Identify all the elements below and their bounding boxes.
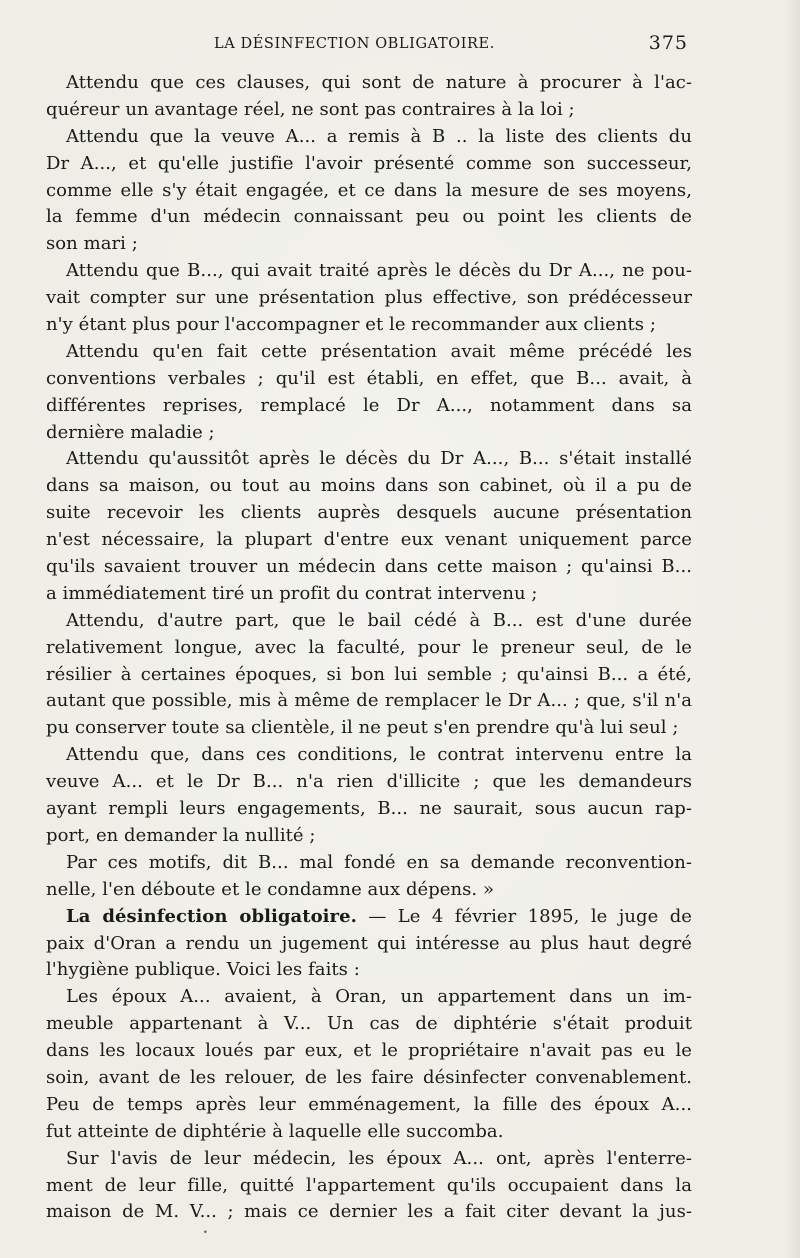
text-line: Attendu, d'autre part, que le bail cédé à B... est d'une durée [66, 609, 692, 631]
text-line: meuble appartenant à V... Un cas de diphtérie s'était produit [46, 1013, 692, 1035]
text-line: conventions verbales ; qu'il est établi, en effet, que B... avait, à [46, 367, 692, 389]
text-line: dans sa maison, ou tout au moins dans son cabinet, où il a pu de [46, 475, 692, 497]
text-line: n'est nécessaire, la plupart d'entre eux venant uniquement parce [46, 529, 692, 551]
text-line: Attendu que, dans ces conditions, le contrat intervenu entre la [66, 744, 692, 766]
text-line: nelle, l'en déboute et le condamne aux dépens. » [46, 878, 495, 900]
text-line: Dr A..., et qu'elle justifie l'avoir présenté comme son successeur, [46, 152, 692, 174]
page-number: 375 [648, 32, 688, 54]
text-line: la femme d'un médecin connaissant peu ou point les clients de [46, 206, 692, 228]
text-line: résilier à certaines époques, si bon lui semble ; qu'ainsi B... a été, [46, 663, 692, 685]
text-line: Les époux A... avaient, à Oran, un appartement dans un im- [66, 986, 692, 1008]
text-line: soin, avant de les relouer, de les faire désinfecter convenablement. [46, 1066, 692, 1088]
running-title: LA DÉSINFECTION OBLIGATOIRE. [214, 36, 495, 52]
text-line: Attendu que la veuve A... a remis à B .. la liste des clients du [66, 125, 692, 147]
text-line: l'hygiène publique. Voici les faits : [46, 959, 360, 981]
text-line: Attendu qu'en fait cette présentation avait même précédé les [66, 340, 692, 362]
text-line [46, 904, 692, 931]
text-line: Par ces motifs, dit B... mal fondé en sa demande reconvention- [66, 851, 692, 873]
body-text [46, 70, 692, 1226]
text-line: veuve A... et le Dr B... n'a rien d'illicite ; que les demandeurs [46, 771, 692, 793]
text-line: ayant rempli leurs engagements, B... ne saurait, sous aucun rap- [46, 798, 692, 820]
section-heading: La désinfection obligatoire. [66, 905, 357, 927]
text-line: son mari ; [46, 233, 138, 255]
text-line: Peu de temps après leur emménagement, la fille des époux A... [46, 1093, 692, 1115]
text-line: Attendu que B..., qui avait traité après le décès du Dr A..., ne pou- [66, 260, 692, 282]
text-line: ment de leur fille, quitté l'appartement qu'ils occupaient dans la [46, 1174, 692, 1196]
text-line: qu'ils savaient trouver un médecin dans cette maison ; qu'ainsi B... [46, 556, 692, 578]
text-line: autant que possible, mis à même de remplacer le Dr A... ; que, s'il n'a [46, 690, 692, 712]
text-line: quéreur un avantage réel, ne sont pas contraires à la loi ; [46, 98, 575, 120]
text-line: vait compter sur une présentation plus effective, son prédécesseur [46, 287, 692, 309]
text-line: pu conserver toute sa clientèle, il ne peut s'en prendre qu'à lui seul ; [46, 717, 679, 739]
text-line: fut atteinte de diphtérie à laquelle elle succomba. [46, 1120, 504, 1142]
text-line: port, en demander la nullité ; [46, 824, 316, 846]
page-edge-shadow [786, 0, 800, 1258]
text-line: a immédiatement tiré un profit du contrat intervenu ; [46, 582, 538, 604]
footer-mark: • [203, 1228, 208, 1237]
text-line: dernière maladie ; [46, 421, 215, 443]
text-line: comme elle s'y était engagée, et ce dans la mesure de ses moyens, [46, 179, 692, 201]
text-line: paix d'Oran a rendu un jugement qui intéresse au plus haut degré [46, 932, 692, 954]
text-line: différentes reprises, remplacé le Dr A..., notamment dans sa [46, 394, 692, 416]
text-line: relativement longue, avec la faculté, pour le preneur seul, de le [46, 636, 692, 658]
text-line: n'y étant plus pour l'accompagner et le recommander aux clients ; [46, 314, 656, 336]
page-header [46, 34, 686, 60]
text-line: Attendu qu'aussitôt après le décès du Dr A..., B... s'était installé [66, 448, 692, 470]
line-text: — Le 4 février 1895, le juge de [356, 905, 692, 927]
text-line: suite recevoir les clients auprès desquels aucune présentation [46, 502, 692, 524]
text-line: Attendu que ces clauses, qui sont de nature à procurer à l'ac- [66, 72, 692, 93]
text-line: dans les locaux loués par eux, et le propriétaire n'avait pas eu le [46, 1040, 692, 1062]
text-line: maison de M. V... ; mais ce dernier les a fait citer devant la jus- [46, 1201, 692, 1223]
text-line: Sur l'avis de leur médecin, les époux A... ont, après l'enterre- [66, 1147, 692, 1169]
